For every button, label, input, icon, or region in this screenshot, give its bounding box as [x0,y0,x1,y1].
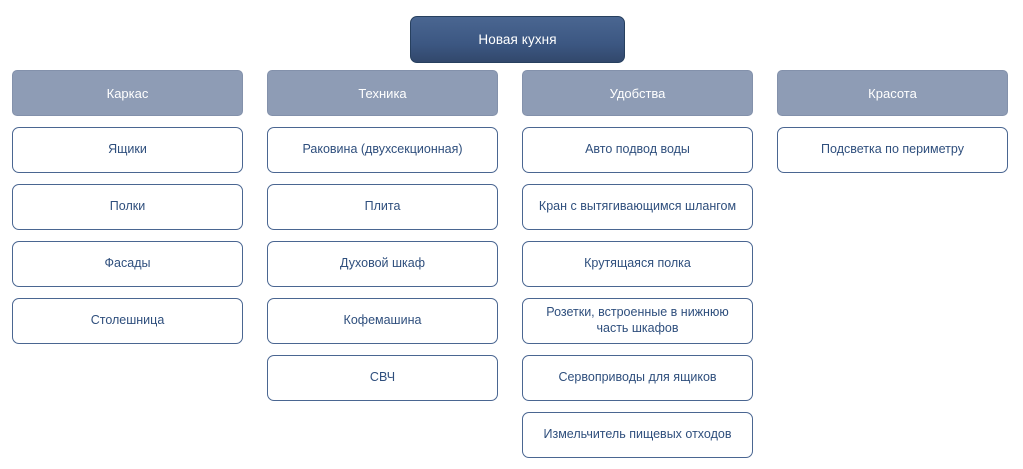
leaf-node: Плита [267,184,498,230]
leaf-node: Подсветка по периметру [777,127,1008,173]
category-column-tekhnika [255,70,510,469]
category-header-udobstva: Удобства [522,70,753,116]
leaf-node: Духовой шкаф [267,241,498,287]
leaf-node: Крутящаяся полка [522,241,753,287]
category-header-tekhnika: Техника [267,70,498,116]
leaf-node: Фасады [12,241,243,287]
category-header-karkas: Каркас [12,70,243,116]
leaf-node: Кран с вытягивающимся шлангом [522,184,753,230]
leaf-node: Розетки, встроенные в нижнюю часть шкафов [522,298,753,344]
leaf-node: Ящики [12,127,243,173]
leaf-node: Раковина (двухсекционная) [267,127,498,173]
category-column-krasota [765,70,1020,469]
leaf-node: Полки [12,184,243,230]
leaf-node: Кофемашина [267,298,498,344]
category-column-udobstva [510,70,765,469]
leaf-node: Измельчитель пищевых отходов [522,412,753,458]
leaf-node: Сервоприводы для ящиков [522,355,753,401]
leaf-node: СВЧ [267,355,498,401]
root-node: Новая кухня [410,16,625,63]
category-header-krasota: Красота [777,70,1008,116]
category-column-karkas [0,70,255,469]
leaf-node: Авто подвод воды [522,127,753,173]
category-columns [0,70,1023,469]
leaf-node: Столешница [12,298,243,344]
